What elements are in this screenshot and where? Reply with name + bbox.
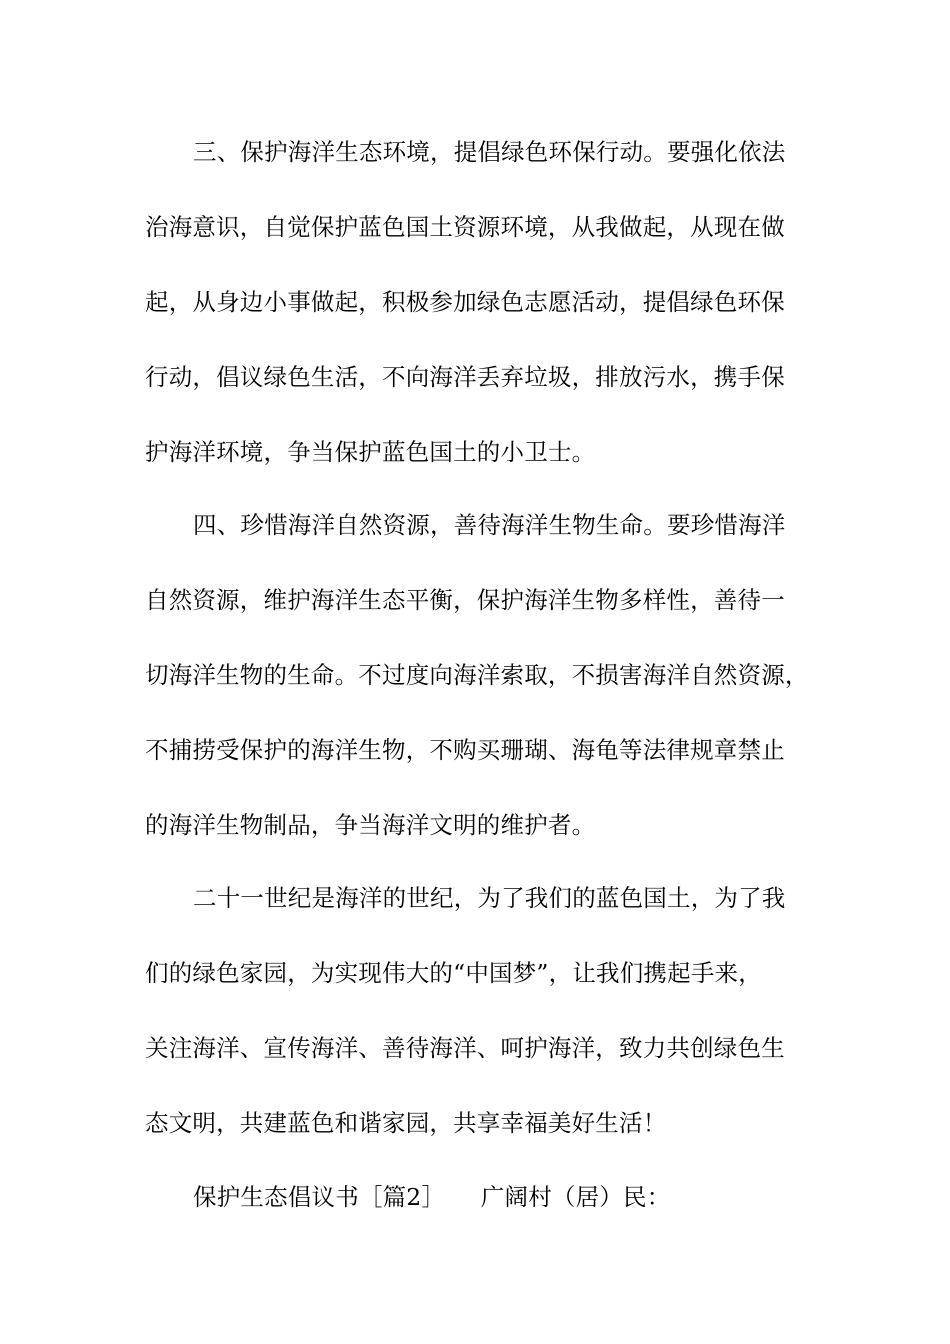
text-line: 护海洋环境，争当保护蓝色国土的小卫士。 — [145, 438, 596, 466]
text-line: 态文明，共建蓝色和谐家园，共享幸福美好生活！ — [145, 1109, 667, 1137]
text-line: 们的绿色家园，为实现伟大的“中国梦”，让我们携起手来， — [145, 959, 762, 987]
section-heading: 保护生态倡议书［篇2］ 广阔村（居）民： — [193, 1183, 671, 1211]
paragraph-21st-century-ocean — [145, 861, 835, 1161]
text-line: 的海洋生物制品，争当海洋文明的维护者。 — [145, 811, 596, 839]
text-line: 四、珍惜海洋自然资源，善待海洋生物生命。要珍惜海洋 — [193, 511, 786, 539]
text-line: 切海洋生物的生命。不过度向海洋索取，不损害海洋自然资源， — [145, 661, 809, 689]
text-line: 起，从身边小事做起，积极参加绿色志愿活动，提倡绿色环保 — [145, 288, 785, 316]
paragraph-protect-marine-environment — [145, 115, 835, 490]
text-line: 关注海洋、宣传海洋、善待海洋、呵护海洋，致力共创绿色生 — [145, 1034, 785, 1062]
text-line: 不捕捞受保护的海洋生物，不购买珊瑚、海龟等法律规章禁止 — [145, 736, 785, 764]
text-line: 二十一世纪是海洋的世纪，为了我们的蓝色国土，为了我 — [193, 884, 786, 912]
text-line: 三、保护海洋生态环境，提倡绿色环保行动。要强化依法 — [193, 138, 786, 166]
text-line: 行动，倡议绿色生活，不向海洋丢弃垃圾，排放污水，携手保 — [145, 363, 785, 391]
text-line: 自然资源，维护海洋生态平衡，保护海洋生物多样性，善待一 — [145, 586, 785, 614]
paragraph-article-2-heading — [145, 1160, 835, 1235]
text-line: 治海意识，自觉保护蓝色国土资源环境，从我做起，从现在做 — [145, 213, 785, 241]
paragraph-cherish-marine-resources — [145, 488, 835, 863]
